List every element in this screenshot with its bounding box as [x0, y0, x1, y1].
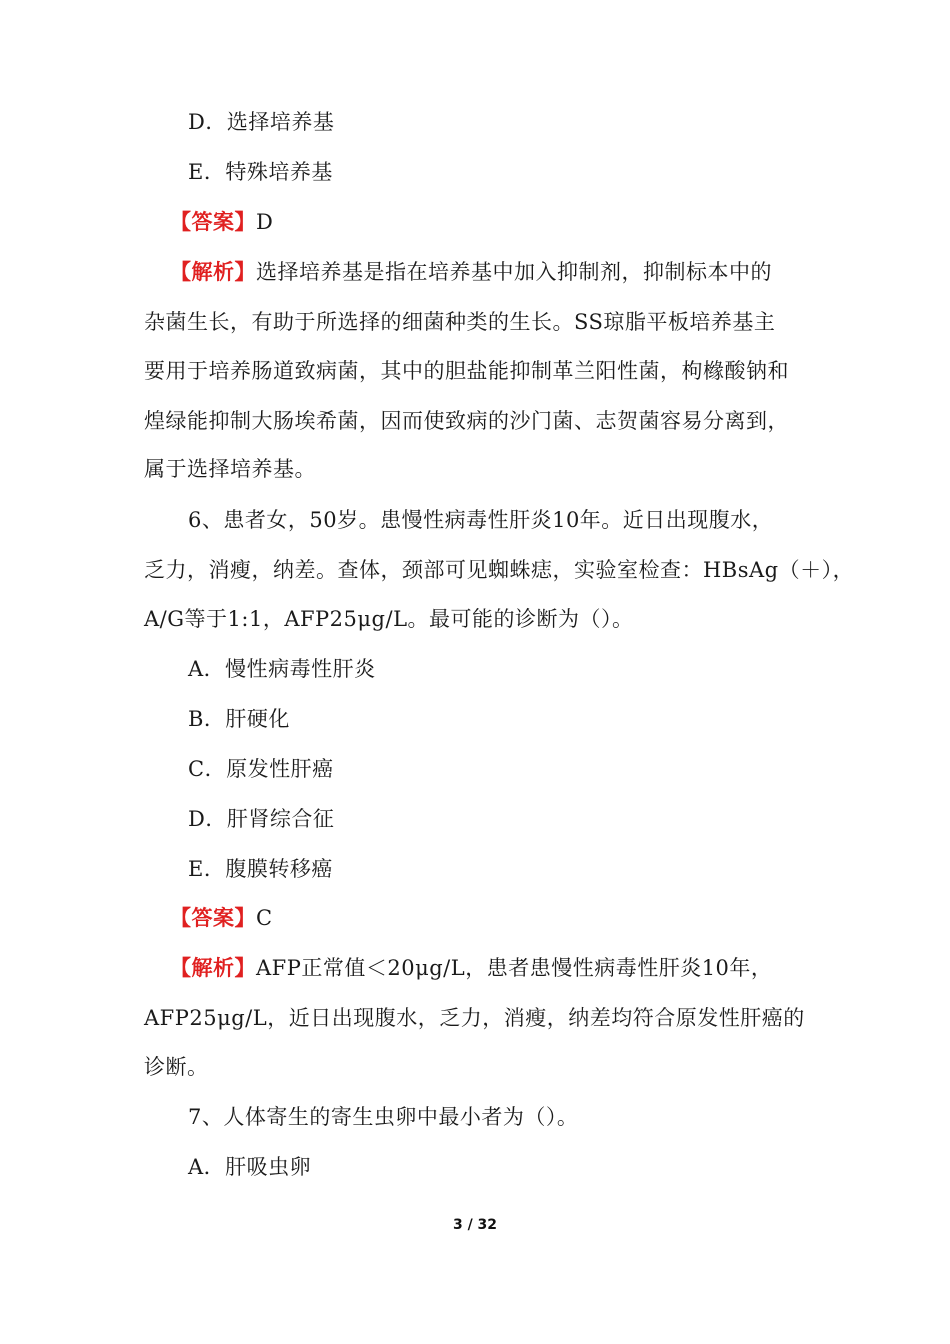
analysis-line-3: 要用于培养肠道致病菌，其中的胆盐能抑制革兰阳性菌，枸橼酸钠和 — [144, 359, 789, 383]
option-d: D．肝肾综合征 — [188, 807, 335, 831]
option-b: B．肝硬化 — [188, 707, 290, 731]
page-number: 3 / 32 — [452, 1217, 498, 1233]
analysis-text: AFP正常值＜20μg/L，患者患慢性病毒性肝炎10年， — [256, 956, 773, 980]
answer-line — [170, 208, 273, 236]
analysis-line-5: 属于选择培养基。 — [144, 457, 316, 481]
analysis-line-1 — [170, 258, 772, 286]
question-6-stem-3: A/G等于1:1，AFP25μg/L。最可能的诊断为（）。 — [144, 607, 634, 631]
option-c: C．原发性肝癌 — [188, 757, 334, 781]
option-d: D．选择培养基 — [188, 110, 335, 134]
analysis-label: 【解析】 — [170, 260, 256, 284]
analysis-text: 选择培养基是指在培养基中加入抑制剂，抑制标本中的 — [256, 260, 772, 284]
analysis-line-2: 杂菌生长，有助于所选择的细菌种类的生长。SS琼脂平板培养基主 — [144, 310, 776, 334]
question-7-stem: 7、人体寄生的寄生虫卵中最小者为（）。 — [188, 1105, 579, 1129]
answer-label: 【答案】 — [170, 906, 256, 930]
option-a: A．肝吸虫卵 — [188, 1155, 312, 1179]
answer-line — [170, 904, 273, 932]
option-a: A．慢性病毒性肝炎 — [188, 657, 376, 681]
analysis-line-1 — [170, 954, 772, 982]
question-6-stem-2: 乏力，消瘦，纳差。查体，颈部可见蜘蛛痣，实验室检查：HBsAg（＋）， — [144, 558, 855, 582]
answer-label: 【答案】 — [170, 210, 256, 234]
answer-value: C — [256, 906, 273, 930]
option-e: E．特殊培养基 — [188, 160, 333, 184]
analysis-line-3: 诊断。 — [144, 1055, 209, 1079]
answer-value: D — [256, 210, 274, 234]
analysis-label: 【解析】 — [170, 956, 256, 980]
analysis-line-4: 煌绿能抑制大肠埃希菌，因而使致病的沙门菌、志贺菌容易分离到， — [144, 409, 789, 433]
option-e: E．腹膜转移癌 — [188, 857, 333, 881]
analysis-line-2: AFP25μg/L，近日出现腹水，乏力，消瘦，纳差均符合原发性肝癌的 — [144, 1006, 805, 1030]
question-6-stem-1: 6、患者女，50岁。患慢性病毒性肝炎10年。近日出现腹水， — [188, 508, 774, 532]
